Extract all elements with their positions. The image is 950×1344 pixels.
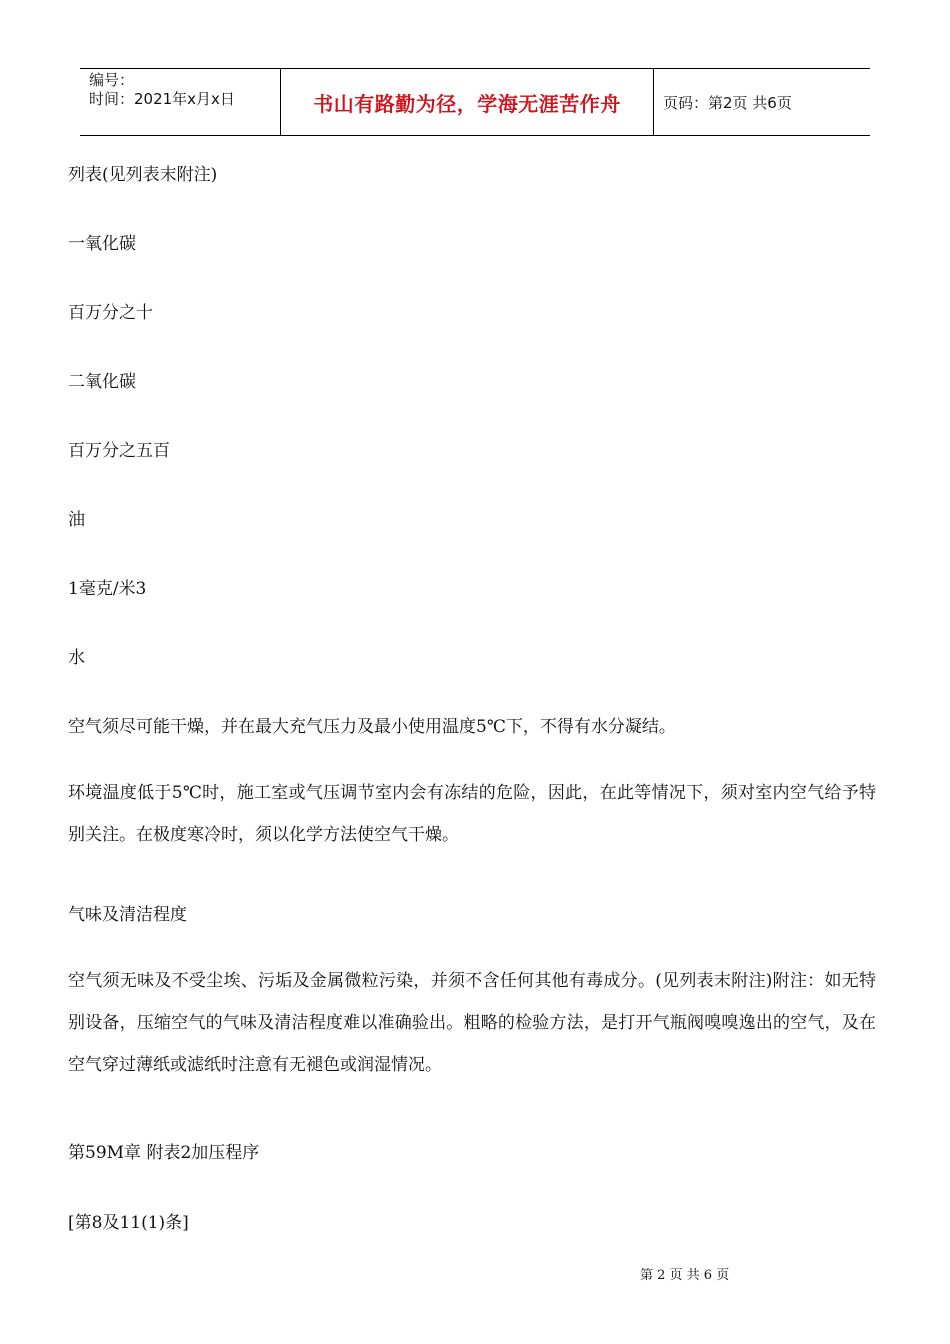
- paragraph-water: 水: [68, 648, 85, 668]
- paragraph-co2-limit: 百万分之五百: [68, 441, 170, 461]
- paragraph-co-limit: 百万分之十: [68, 303, 153, 323]
- paragraph-dry-air: 空气须尽可能干燥，并在最大充气压力及最小使用温度5℃下，不得有水分凝结。: [68, 717, 676, 737]
- paragraph-section-ref: [第8及11(1)条]: [68, 1213, 189, 1233]
- paragraph-oil-limit: 1毫克/米3: [68, 579, 147, 599]
- paragraph-list-title: 列表(见列表末附注): [68, 165, 218, 185]
- page-number-label: 页码：第2页 共6页: [663, 93, 792, 112]
- paragraph-odor-cleanliness: 空气须无味及不受尘埃、污垢及金属微粒污染，并须不含任何其他有毒成分。(见列表末附注)附注：如无特别设备，压缩空气的气味及清洁程度难以准确验出。粗略的检验方法，是打开气瓶阀嗅嗅逸出的空气，及在空气穿过薄纸或滤纸时注意有无褪色或润湿情况。: [68, 971, 876, 1075]
- paragraph-odor-heading: 气味及清洁程度: [68, 905, 187, 925]
- page-header: [80, 68, 870, 136]
- paragraph-low-temperature: 环境温度低于5℃时，施工室或气压调节室内会有冻结的危险，因此，在此等情况下，须对室内空气给予特别关注。在极度寒冷时，须以化学方法使空气干燥。: [68, 783, 876, 845]
- paragraph-chapter-title: 第59M章 附表2加压程序: [68, 1143, 260, 1163]
- date-label: 时间：2021年x月x日: [89, 90, 235, 108]
- header-motto-cell: [281, 69, 654, 135]
- paragraph-carbon-monoxide: 一氧化碳: [68, 234, 136, 254]
- serial-label: 编号：: [89, 71, 135, 89]
- paragraph-carbon-dioxide: 二氧化碳: [68, 372, 136, 392]
- motto-text: 书山有路勤为径，学海无涯苦作舟: [313, 91, 621, 116]
- header-info-cell: [80, 69, 281, 135]
- page-footer: 第 2 页 共 6 页: [640, 1268, 730, 1283]
- header-page-cell: [654, 69, 870, 135]
- paragraph-oil: 油: [68, 510, 85, 530]
